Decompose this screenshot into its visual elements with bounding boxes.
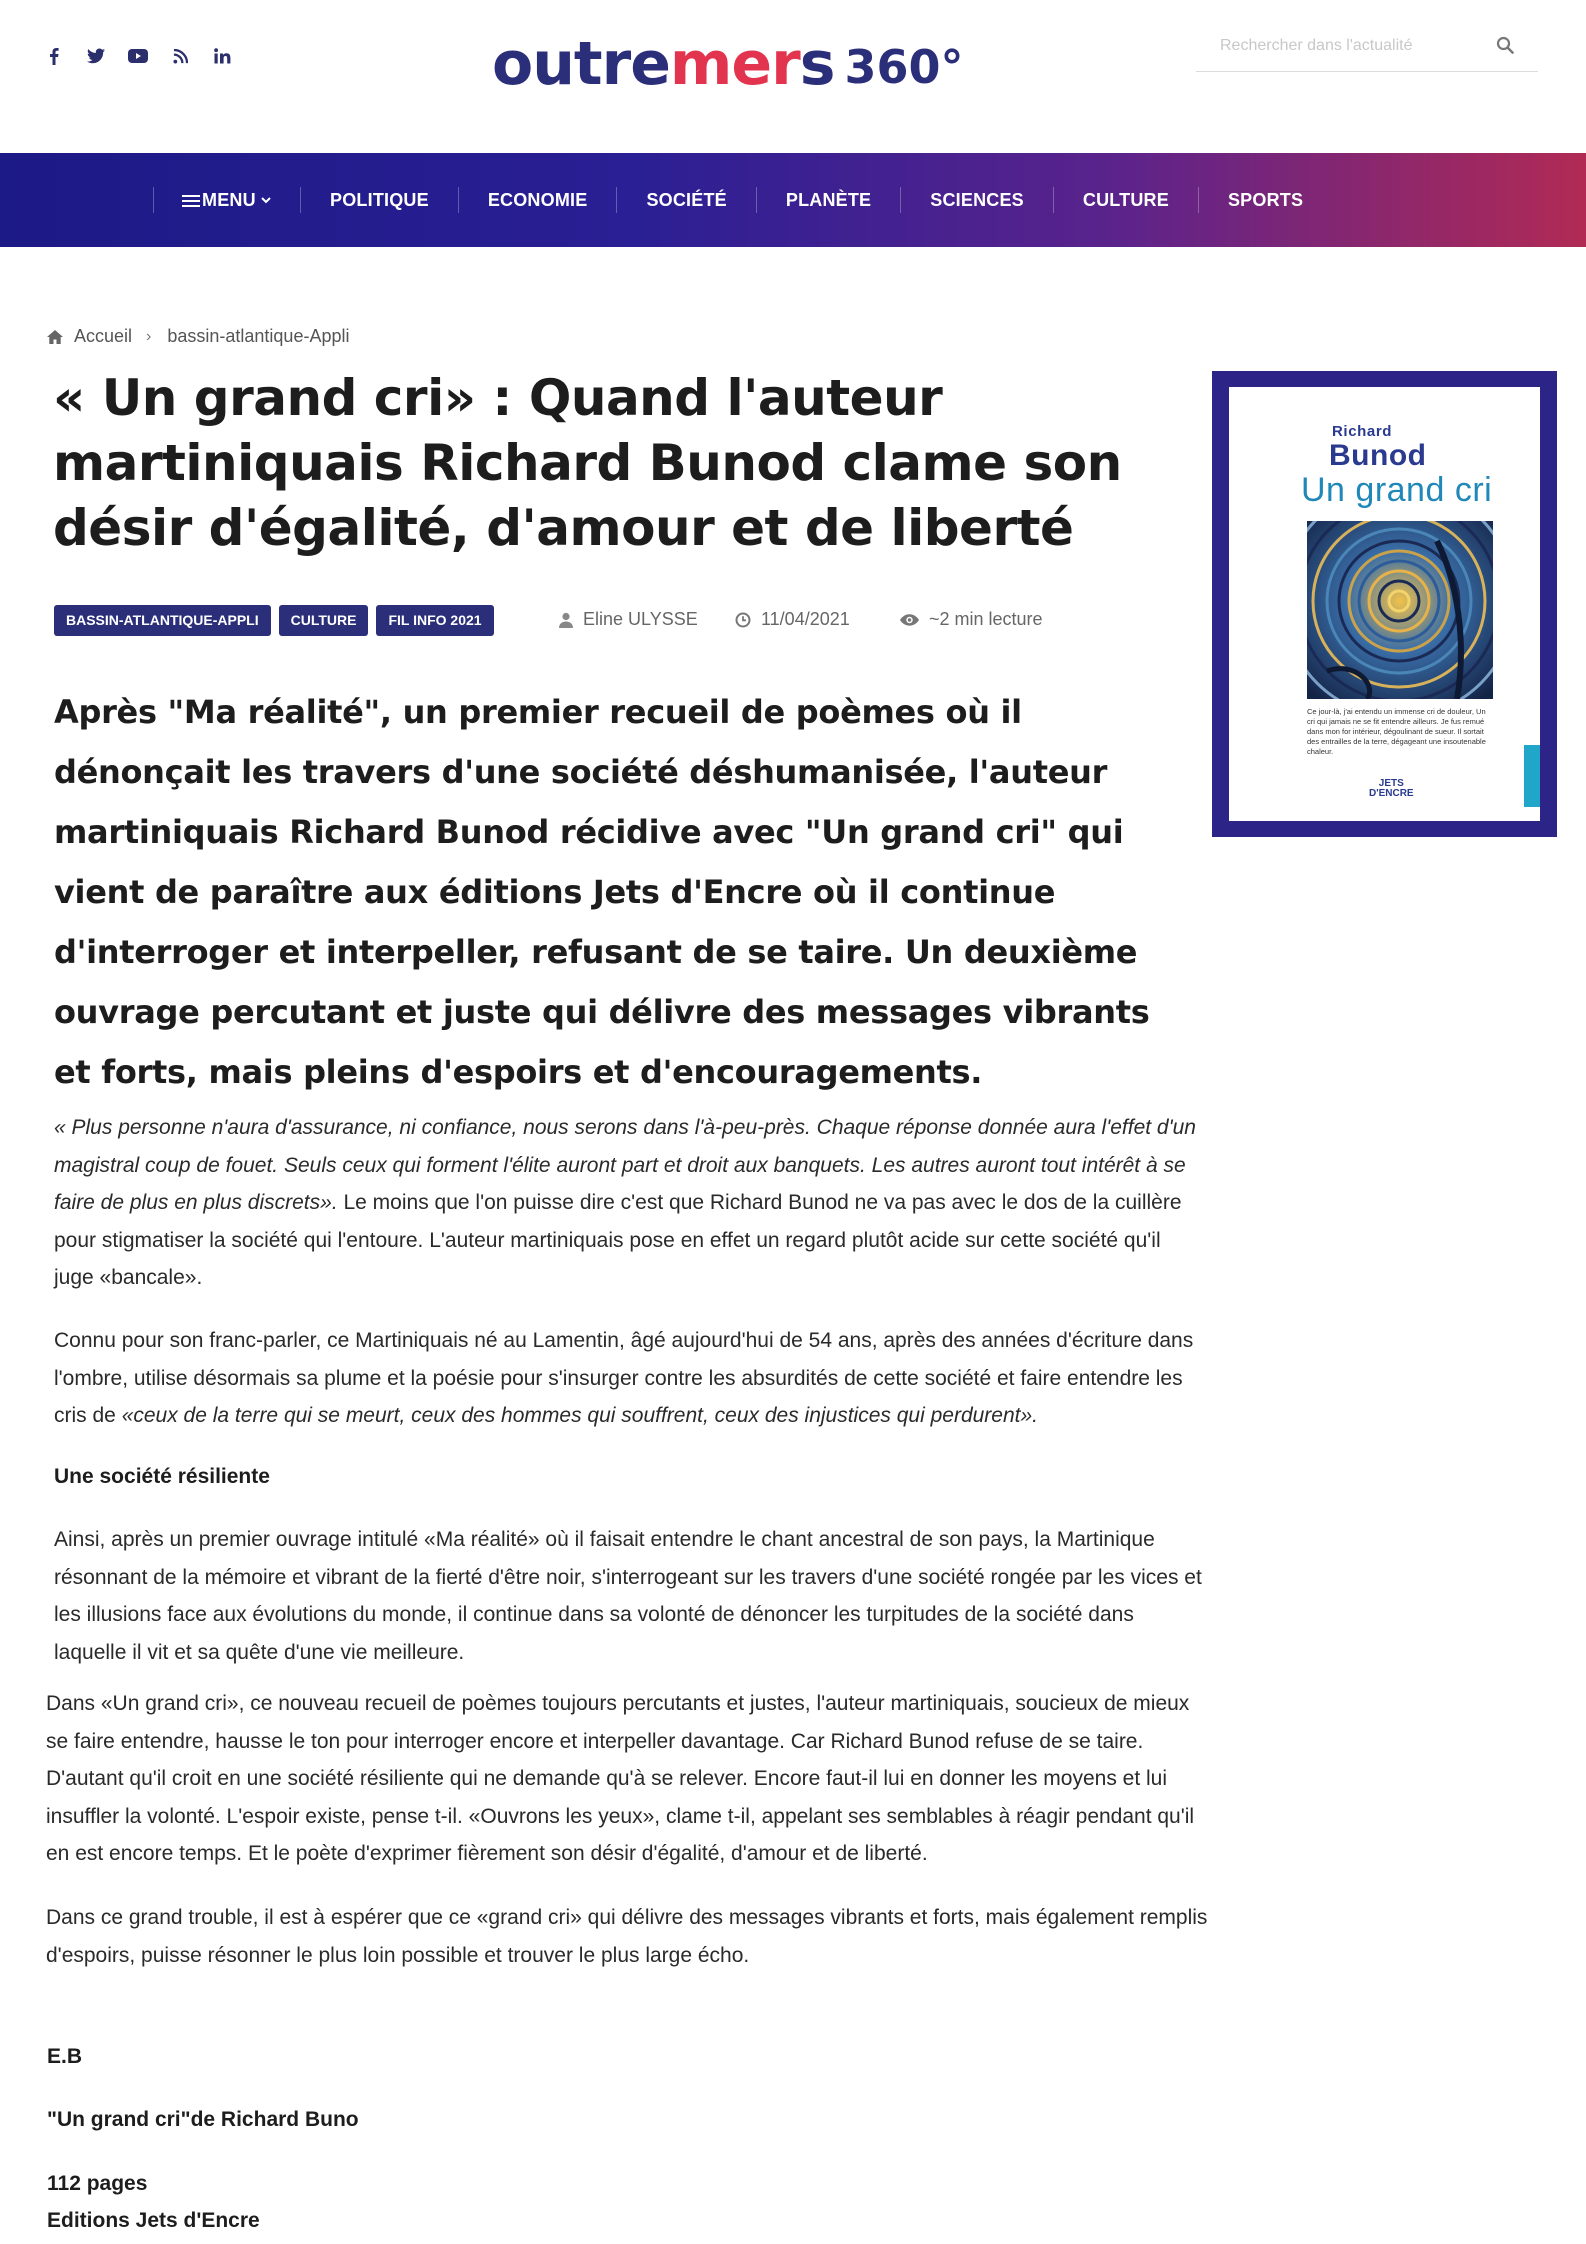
article-read-time	[900, 609, 1043, 630]
search-input[interactable]	[1196, 26, 1486, 66]
breadcrumb-current[interactable]: bassin-atlantique-Appli	[167, 326, 350, 346]
logo-text-s: s	[799, 29, 835, 99]
nav-item-culture[interactable]: CULTURE	[1053, 187, 1198, 213]
clock-icon	[735, 612, 751, 628]
nav-item-societe[interactable]: SOCIÉTÉ	[616, 187, 755, 213]
user-icon	[559, 612, 573, 628]
article-title: « Un grand cri» : Quand l'auteur martiniquais Richard Bunod clame son désir d'égalité, d'amour et de liberté	[53, 369, 1122, 557]
breadcrumb-home[interactable]: Accueil	[74, 326, 133, 346]
nav-item-politique[interactable]: POLITIQUE	[300, 187, 458, 213]
cover-book-title: Un grand cri	[1301, 471, 1493, 509]
article-signature: E.B	[47, 2045, 83, 2068]
cover-blurb: Ce jour-là, j'ai entendu un immense cri de douleur, Un cri qui jamais ne se fit entendre ailleurs. Je fus remué dans mon for intérieur, dégoulinant de sueur. Il sortait des entrailles de la terre, dégageant une insoutenable chaleur.	[1307, 707, 1486, 756]
read-time: ~2 min lecture	[929, 609, 1043, 629]
youtube-icon[interactable]	[128, 46, 148, 66]
nav-item-sports[interactable]: SPORTS	[1198, 187, 1332, 213]
cover-artwork	[1307, 521, 1493, 699]
logo-text-mer: mer	[669, 29, 800, 99]
nav-menu-toggle[interactable]: MENU	[153, 187, 300, 213]
breadcrumb	[46, 326, 349, 347]
cover-author-last: Bunod	[1329, 439, 1427, 472]
cover-publisher-logo: JETS D'ENCRE	[1369, 778, 1414, 799]
linkedin-icon[interactable]	[212, 46, 232, 66]
facebook-icon[interactable]	[44, 46, 64, 66]
nav-item-economie[interactable]: ECONOMIE	[458, 187, 617, 213]
paragraph-2-text: Connu pour son franc-parler, ce Martiniquais né au Lamentin, âgé aujourd'hui de 54 ans, après des années d'écriture dans l'ombre, utilise désormais sa plume et la poésie pour s'insurger contre les absurdités de cette société et faire entendre les cris de	[54, 1329, 1194, 1428]
eye-icon	[900, 614, 919, 626]
logo-number: 360°	[844, 40, 964, 94]
tag-bassin-atlantique[interactable]: BASSIN-ATLANTIQUE-APPLI	[54, 605, 271, 636]
book-cover-page	[1229, 387, 1540, 821]
paragraph-3: Ainsi, après un premier ouvrage intitulé «Ma réalité» où il faisait entendre le chant ancestral de son pays, la Martinique résonnant de la mémoire et vibrant de la fierté d'être noir, s'interrogeant sur les travers d'une société rongée par les vices et les illusions face aux évolutions du monde, il continue dans sa volonté de dénoncer les turpitudes de la société dans laquelle il vit et sa quête d'une vie meilleure.	[54, 1528, 1202, 1664]
site-logo[interactable]	[492, 24, 964, 99]
search-icon[interactable]	[1496, 36, 1514, 54]
logo-text-outre: outre	[492, 29, 670, 99]
book-publisher: Editions Jets d'Encre	[47, 2209, 260, 2232]
rss-icon[interactable]	[170, 46, 190, 66]
section-subheading: Une société résiliente	[54, 1465, 270, 1488]
article-tags	[54, 605, 494, 636]
paragraph-2	[54, 1322, 1204, 1435]
paragraph-5: Dans ce grand trouble, il est à espérer que ce «grand cri» qui délivre des messages vibrants et forts, mais également remplis d'espoirs, puisse résonner le plus loin possible et trouver le plus large écho.	[46, 1906, 1208, 1967]
main-navigation	[0, 153, 1586, 247]
hamburger-icon	[182, 195, 200, 207]
paragraph-1-quote: « Plus personne n'aura d'assurance, ni confiance, nous serons dans l'à-peu-près. Chaque réponse donnée aura l'effet d'un magistral coup de fouet. Seuls ceux qui forment l'élite auront part et droit aux banquets. Les autres auront tout intérêt à se faire de plus en plus discrets».	[54, 1116, 1196, 1215]
nav-item-sciences[interactable]: SCIENCES	[900, 187, 1053, 213]
cover-author-first: Richard	[1332, 423, 1393, 440]
article-author	[559, 609, 698, 630]
site-header	[0, 0, 1586, 153]
paragraph-2-quote: «ceux de la terre qui se meurt, ceux des hommes qui souffrent, ceux des injustices qui perdurent».	[121, 1404, 1039, 1428]
paragraph-1-text: Le moins que l'on puisse dire c'est que Richard Bunod ne va pas avec le dos de la cuillère pour stigmatiser la société qui l'entoure. L'auteur martiniquais pose en effet un regard plutôt acide sur cette société qu'il juge «bancale».	[54, 1191, 1182, 1290]
search-box	[1196, 26, 1538, 72]
book-pages: 112 pages	[47, 2172, 148, 2195]
article-date	[735, 609, 850, 630]
book-cover-image[interactable]	[1212, 371, 1557, 837]
home-icon	[46, 329, 64, 345]
article-lead: Après "Ma réalité", un premier recueil de poèmes où il dénonçait les travers d'une société déshumanisée, l'auteur martiniquais Richard Bunod récidive avec "Un grand cri" qui vient de paraître aux éditions Jets d'Encre où il continue d'interroger et interpeller, refusant de se taire. Un deuxième ouvrage percutant et juste qui délivre des messages vibrants et forts, mais pleins d'espoirs et d'encouragements.	[54, 693, 1150, 1091]
nav-item-planete[interactable]: PLANÈTE	[756, 187, 900, 213]
chevron-right-icon: ›	[146, 327, 152, 345]
chevron-down-icon	[261, 197, 271, 204]
paragraph-1	[54, 1109, 1204, 1297]
paragraph-4: Dans «Un grand cri», ce nouveau recueil de poèmes toujours percutants et justes, l'auteur martiniquais, soucieux de mieux se faire entendre, hausse le ton pour interroger encore et interpeller davantage. Car Richard Bunod refuse de se taire. D'autant qu'il croit en une société résiliente qui ne demande qu'à se relever. Encore faut-il lui en donner les moyens et lui insuffler la volonté. L'espoir existe, pense t-il. «Ouvrons les yeux», clame t-il, appelant ses semblables à réagir pendant qu'il en est encore temps. Et le poète d'exprimer fièrement son désir d'égalité, d'amour et de liberté.	[46, 1692, 1195, 1866]
cover-spine-band	[1524, 745, 1540, 807]
social-links	[44, 46, 232, 66]
book-title-line: "Un grand cri"de Richard Buno	[47, 2108, 359, 2131]
tag-culture[interactable]: CULTURE	[279, 605, 369, 636]
author-name[interactable]: Eline ULYSSE	[583, 609, 698, 629]
tag-fil-info[interactable]: FIL INFO 2021	[376, 605, 493, 636]
publish-date: 11/04/2021	[761, 609, 850, 629]
twitter-icon[interactable]	[86, 46, 106, 66]
